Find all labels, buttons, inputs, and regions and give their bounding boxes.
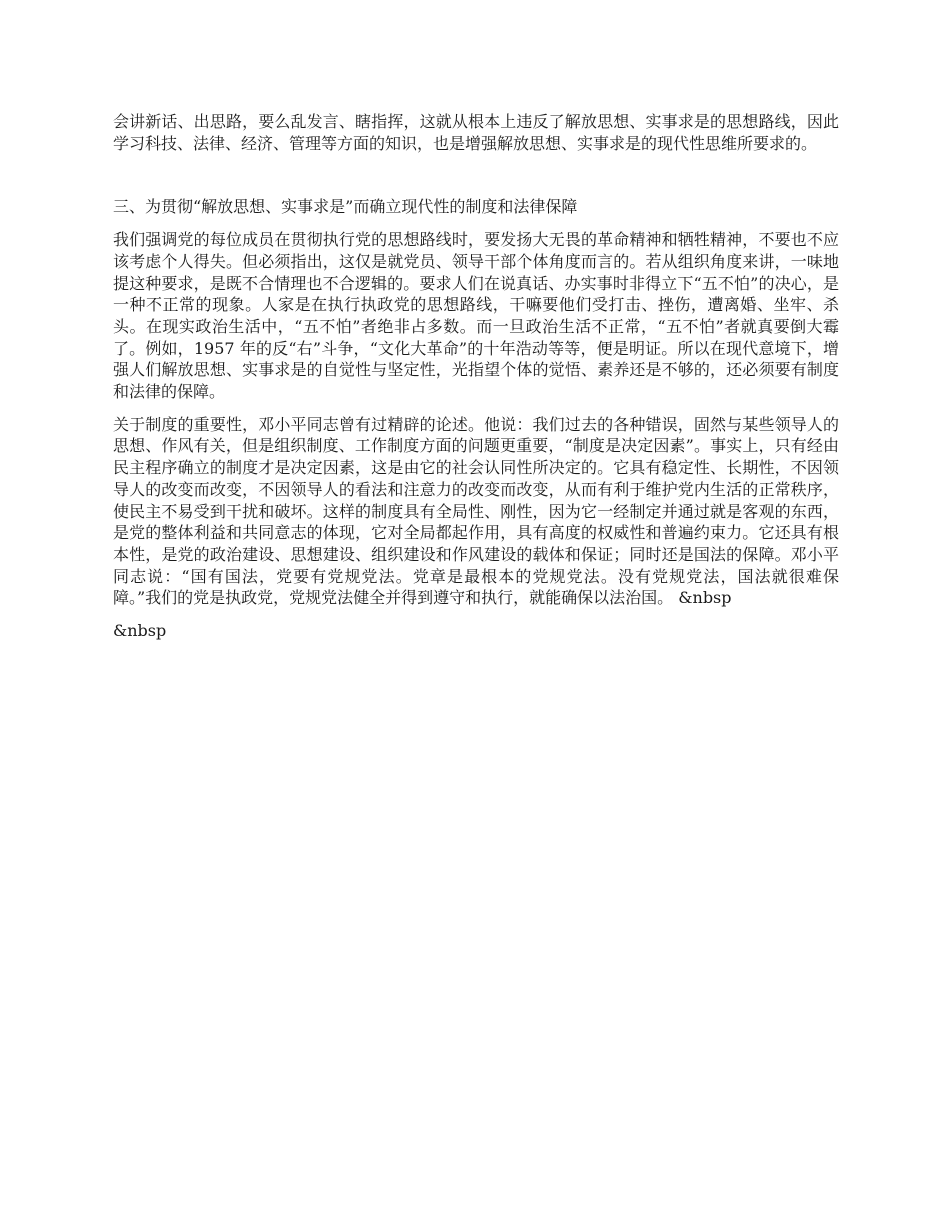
paragraph-intro: 会讲新话、出思路，要么乱发言、瞎指挥，这就从根本上违反了解放思想、实事求是的思想路线，因此学习科技、法律、经济、管理等方面的知识，也是增强解放思想、实事求是的现代性思维所要求的。	[113, 112, 839, 153]
paragraph-institution: 关于制度的重要性，邓小平同志曾有过精辟的论述。他说：我们过去的各种错误，固然与某些领导人的思想、作风有关，但是组织制度、工作制度方面的问题更重要，“制度是决定因素”。事实上，只有经由民主程序确立的制度才是决定因素，这是由它的社会认同性所决定的。它具有稳定性、长期性，不因领导人的改变而改变，不因领导人的看法和注意力的改变而改变，从而有利于维护党内生活的正常秩序，使民主不易受到干扰和破坏。这样的制度具有全局性、刚性，因为它一经制定并通过就是客观的东西，是党的整体利益和共同意志的体现，它对全局都起作用，具有高度的权威性和普遍约束力。它还具有根本性，是党的政治建设、思想建设、组织建设和作风建设的载体和保证；同时还是国法的保障。邓小平同志说：“国有国法，党要有党规党法。党章是最根本的党规党法。没有党规党法，国法就很难保障。”我们的党是执政党，党规党法健全并得到遵守和执行，就能确保以法治国。 &nbsp	[113, 414, 839, 608]
document-page	[113, 111, 839, 653]
paragraph-trailing: &nbsp	[113, 621, 167, 641]
paragraph-party-spirit: 我们强调党的每位成员在贯彻执行党的思想路线时，要发扬大无畏的革命精神和牺牲精神，不要也不应该考虑个人得失。但必须指出，这仅是就党员、领导干部个体角度而言的。若从组织角度来讲，一味地提这种要求，是既不合情理也不合逻辑的。要求人们在说真话、办实事时非得立下“五不怕”的决心，是一种不正常的现象。人家是在执行执政党的思想路线，干嘛要他们受打击、挫伤，遭离婚、坐牢、杀头。在现实政治生活中，“五不怕”者绝非占多数。而一旦政治生活不正常，“五不怕”者就真要倒大霉了。例如，1957 年的反“右”斗争，“文化大革命”的十年浩动等等，便是明证。所以在现代意境下，增强人们解放思想、实事求是的自觉性与坚定性，光指望个体的觉悟、素养还是不够的，还必须要有制度和法律的保障。	[113, 230, 839, 402]
section-heading: 三、为贯彻“解放思想、实事求是”而确立现代性的制度和法律保障	[113, 197, 578, 217]
